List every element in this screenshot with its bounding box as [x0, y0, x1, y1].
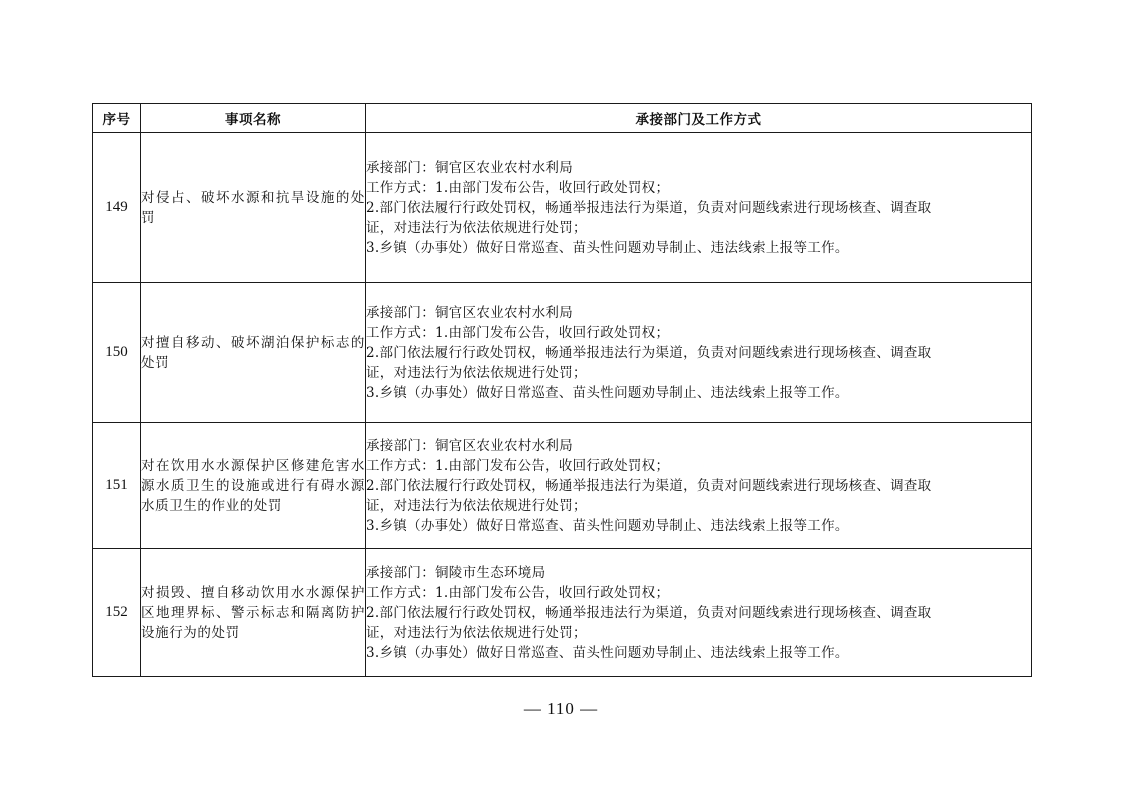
- department-line: 承接部门：铜官区农业农村水利局: [366, 159, 573, 176]
- method-line: 工作方式：1.由部门发布公告，收回行政处罚权；: [366, 457, 670, 474]
- header-department-method: 承接部门及工作方式: [366, 104, 1032, 133]
- header-serial-number: 序号: [93, 104, 141, 133]
- department-line: 承接部门：铜官区农业农村水利局: [366, 437, 573, 454]
- page-number: — 110 —: [523, 699, 599, 718]
- method-line: 3.乡镇（办事处）做好日常巡查、苗头性问题劝导制止、违法线索上报等工作。: [366, 644, 849, 661]
- matter-name: 对侵占、破坏水源和抗旱设施的处罚: [141, 133, 366, 283]
- method-line: 3.乡镇（办事处）做好日常巡查、苗头性问题劝导制止、违法线索上报等工作。: [366, 517, 849, 534]
- row-number: 152: [93, 549, 141, 677]
- row-number: 150: [93, 283, 141, 423]
- method-line: 工作方式：1.由部门发布公告，收回行政处罚权；: [366, 584, 670, 601]
- method-line: 证，对违法行为依法依规进行处罚；: [366, 624, 587, 641]
- method-line: 证，对违法行为依法依规进行处罚；: [366, 497, 587, 514]
- matter-name: 对擅自移动、破坏湖泊保护标志的处罚: [141, 283, 366, 423]
- method-line: 2.部门依法履行行政处罚权，畅通举报违法行为渠道，负责对问题线索进行现场核查、调查取: [366, 604, 932, 621]
- method-line: 3.乡镇（办事处）做好日常巡查、苗头性问题劝导制止、违法线索上报等工作。: [366, 239, 849, 256]
- table-row: [93, 423, 1032, 549]
- table-row: [93, 283, 1032, 423]
- method-line: 2.部门依法履行行政处罚权，畅通举报违法行为渠道，负责对问题线索进行现场核查、调查取: [366, 477, 932, 494]
- department-method: [366, 133, 1032, 283]
- header-matter-name: 事项名称: [141, 104, 366, 133]
- matter-name: 对在饮用水水源保护区修建危害水源水质卫生的设施或进行有碍水源水质卫生的作业的处罚: [141, 423, 366, 549]
- method-line: 2.部门依法履行行政处罚权，畅通举报违法行为渠道，负责对问题线索进行现场核查、调查取: [366, 344, 932, 361]
- department-method: [366, 549, 1032, 677]
- method-line: 3.乡镇（办事处）做好日常巡查、苗头性问题劝导制止、违法线索上报等工作。: [366, 384, 849, 401]
- department-method: [366, 423, 1032, 549]
- row-number: 151: [93, 423, 141, 549]
- table-header-row: [93, 104, 1032, 133]
- table-row: [93, 133, 1032, 283]
- table-row: [93, 549, 1032, 677]
- method-line: 证，对违法行为依法依规进行处罚；: [366, 364, 587, 381]
- method-line: 工作方式：1.由部门发布公告，收回行政处罚权；: [366, 179, 670, 196]
- matters-table: [92, 103, 1032, 677]
- method-line: 2.部门依法履行行政处罚权，畅通举报违法行为渠道，负责对问题线索进行现场核查、调查取: [366, 199, 932, 216]
- matter-name: 对损毁、擅自移动饮用水水源保护区地理界标、警示标志和隔离防护设施行为的处罚: [141, 549, 366, 677]
- department-line: 承接部门：铜陵市生态环境局: [366, 564, 546, 581]
- method-line: 证，对违法行为依法依规进行处罚；: [366, 219, 587, 236]
- department-line: 承接部门：铜官区农业农村水利局: [366, 304, 573, 321]
- row-number: 149: [93, 133, 141, 283]
- method-line: 工作方式：1.由部门发布公告，收回行政处罚权；: [366, 324, 670, 341]
- department-method: [366, 283, 1032, 423]
